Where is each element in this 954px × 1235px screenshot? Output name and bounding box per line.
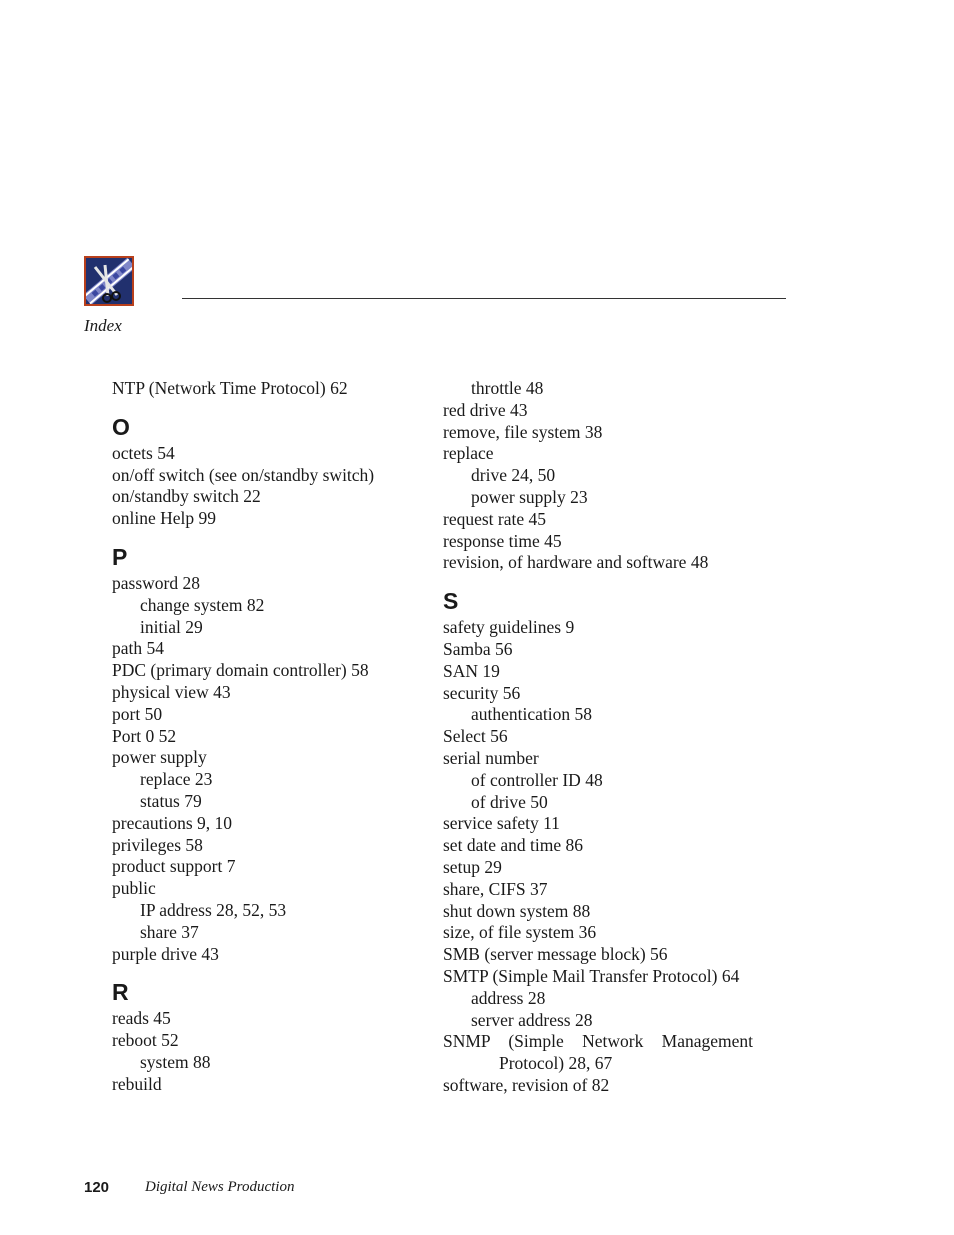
index-letter-heading: O: [112, 413, 130, 440]
index-entry: SAN 19: [443, 660, 500, 681]
index-entry: software, revision of 82: [443, 1074, 610, 1095]
index-entry: public: [112, 878, 156, 899]
header-rule: [182, 298, 786, 299]
index-entry: physical view 43: [112, 681, 231, 702]
index-entry: PDC (primary domain controller) 58: [112, 660, 369, 681]
index-entry: online Help 99: [112, 508, 217, 529]
index-subentry: of controller ID 48: [471, 769, 603, 790]
index-entry: set date and time 86: [443, 835, 583, 856]
index-column-left: [112, 378, 432, 1096]
index-entry: rebuild: [112, 1073, 162, 1094]
index-entry: reads 45: [112, 1008, 171, 1029]
index-entry: product support 7: [112, 856, 236, 877]
index-entry: on/standby switch 22: [112, 486, 261, 507]
index-entry: Port 0 52: [112, 725, 177, 746]
index-entry: octets 54: [112, 442, 175, 463]
index-entry: response time 45: [443, 530, 562, 551]
index-subentry: authentication 58: [471, 704, 593, 725]
index-entry: security 56: [443, 682, 521, 703]
index-entry: port 50: [112, 703, 163, 724]
index-entry: SMTP (Simple Mail Transfer Protocol) 64: [443, 965, 740, 986]
index-entry: reboot 52: [112, 1030, 179, 1051]
index-entry: setup 29: [443, 856, 502, 877]
index-letter-heading: R: [112, 979, 129, 1006]
section-label: Index: [84, 316, 122, 335]
index-entry: remove, file system 38: [443, 421, 603, 442]
index-subentry: address 28: [471, 987, 546, 1008]
index-entry: shut down system 88: [443, 900, 591, 921]
index-subentry: status 79: [140, 790, 202, 811]
film-scissors-icon: [84, 256, 134, 306]
page-number: 120: [84, 1179, 110, 1196]
index-entry: power supply: [112, 747, 207, 768]
index-entry: red drive 43: [443, 399, 528, 420]
index-entry: replace: [443, 443, 494, 464]
index-subentry: replace 23: [140, 769, 213, 790]
index-entry: privileges 58: [112, 834, 203, 855]
index-entry: revision, of hardware and software 48: [443, 552, 709, 573]
index-letter-heading: P: [112, 543, 128, 570]
index-subentry: share 37: [140, 921, 199, 942]
index-entry: purple drive 43: [112, 943, 219, 964]
index-subentry: IP address 28, 52, 53: [140, 899, 287, 920]
index-entry: request rate 45: [443, 508, 547, 529]
index-subentry: change system 82: [140, 594, 265, 615]
index-subentry: system 88: [140, 1051, 211, 1072]
index-entry: Select 56: [443, 726, 508, 747]
index-entry: NTP (Network Time Protocol) 62: [112, 378, 348, 398]
index-entry: size, of file system 36: [443, 922, 597, 943]
index-subentry: power supply 23: [471, 486, 588, 507]
index-entry: precautions 9, 10: [112, 812, 233, 833]
index-subentry: server address 28: [471, 1009, 593, 1030]
index-entry: Samba 56: [443, 638, 513, 659]
index-entry: service safety 11: [443, 813, 560, 834]
book-title: Digital News Production: [145, 1179, 295, 1195]
index-entry: path 54: [112, 638, 165, 659]
index-subentry: of drive 50: [471, 791, 548, 812]
index-entry: safety guidelines 9: [443, 617, 575, 638]
index-entry: SMB (server message block) 56: [443, 944, 668, 965]
index-entry: password 28: [112, 572, 200, 593]
index-entry: serial number: [443, 747, 539, 768]
index-entry: on/off switch (see on/standby switch): [112, 464, 375, 485]
index-entry: SNMP (Simple Network Management Protocol) 28, 67: [443, 1031, 753, 1074]
index-subentry: drive 24, 50: [471, 465, 556, 486]
index-letter-heading: S: [443, 588, 459, 615]
index-column-right: [443, 378, 753, 1097]
index-entry: share, CIFS 37: [443, 878, 548, 899]
index-subentry: initial 29: [140, 616, 203, 637]
index-subentry: throttle 48: [471, 378, 544, 398]
